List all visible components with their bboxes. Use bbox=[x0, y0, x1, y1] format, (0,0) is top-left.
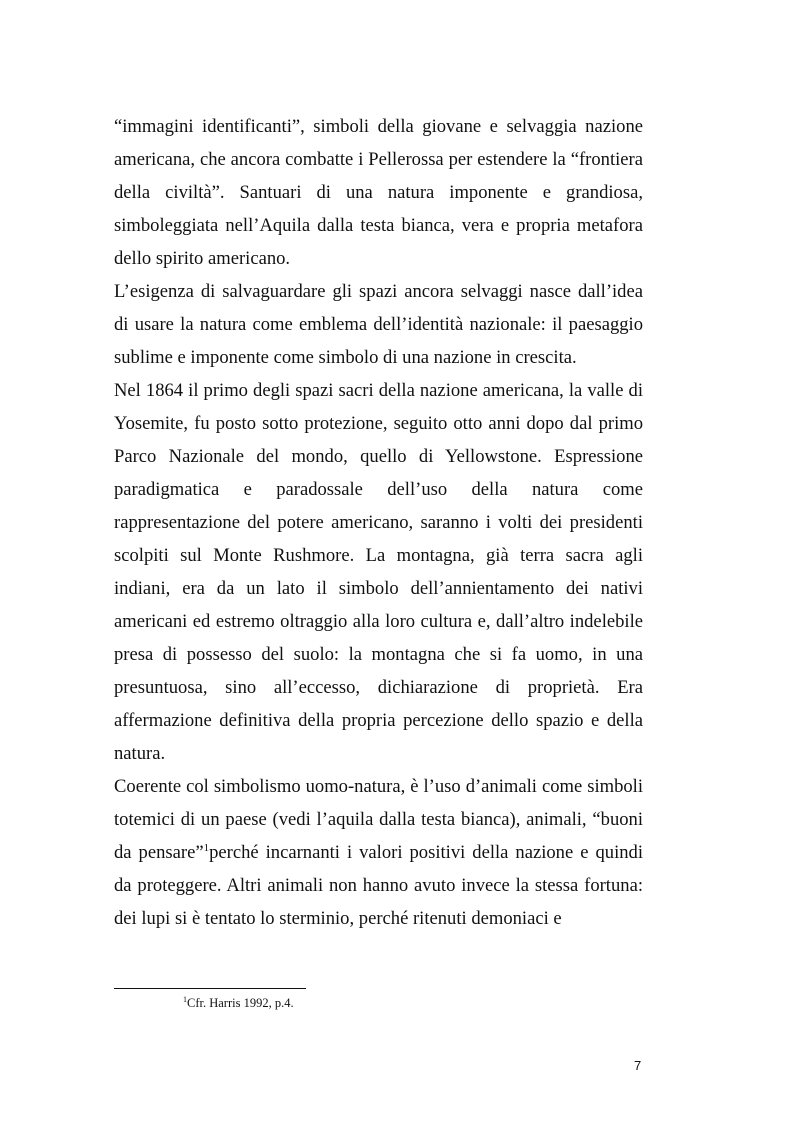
page-number: 7 bbox=[634, 1058, 642, 1073]
footnote bbox=[183, 995, 294, 1011]
paragraph-1: “immagini identificanti”, simboli della giovane e selvaggia nazione americana, che ancora combatte i Pellerossa per estendere la “frontiera della civiltà”. Santuari di una natura imponente e grandiosa, simboleggiata nell’Aquila dalla testa bianca, vera e propria metafora dello spirito americano. bbox=[114, 116, 643, 269]
paragraph-4-text-after: perché incarnanti i valori positivi della nazione e quindi da proteggere. Altri animali non hanno avuto invece la stessa fortuna: dei lupi si è tentato lo sterminio, perché ritenuti demoniaci e bbox=[114, 842, 644, 929]
footnote-reference[interactable]: 1 bbox=[203, 841, 210, 854]
paragraph-2: L’esigenza di salvaguardare gli spazi ancora selvaggi nasce dall’idea di usare la natura come emblema dell’identità nazionale: il paesaggio sublime e imponente come simbolo di una nazione in crescita. bbox=[114, 281, 643, 368]
footnote-text: Cfr. Harris 1992, p.4. bbox=[187, 996, 294, 1010]
paragraph-4 bbox=[114, 770, 643, 935]
paragraph-4-text-before: Coerente col simbolismo uomo-natura, è l’uso d’animali come simboli totemici di un paese (vedi l’aquila dalla testa bianca), animali, “buoni da pensare” bbox=[114, 776, 643, 863]
footnote-separator bbox=[114, 988, 306, 989]
body-text bbox=[114, 110, 643, 935]
footnote-number: 1 bbox=[183, 994, 187, 1004]
paragraph-3: Nel 1864 il primo degli spazi sacri della nazione americana, la valle di Yosemite, fu posto sotto protezione, seguito otto anni dopo dal primo Parco Nazionale del mondo, quello di Yellowstone. Espressione paradigmatica e paradossale dell’uso della natura come rappresentazione del potere americano, saranno i volti dei presidenti scolpiti sul Monte Rushmore. La montagna, già terra sacra agli indiani, era da un lato il simbolo dell’annientamento dei nativi americani ed estremo oltraggio alla loro cultura e, dall’altro indelebile presa di possesso del suolo: la montagna che si fa uomo, in una presuntuosa, sino all’eccesso, dichiarazione di proprietà. Era affermazione definitiva della propria percezione dello spazio e della natura. bbox=[114, 380, 643, 764]
